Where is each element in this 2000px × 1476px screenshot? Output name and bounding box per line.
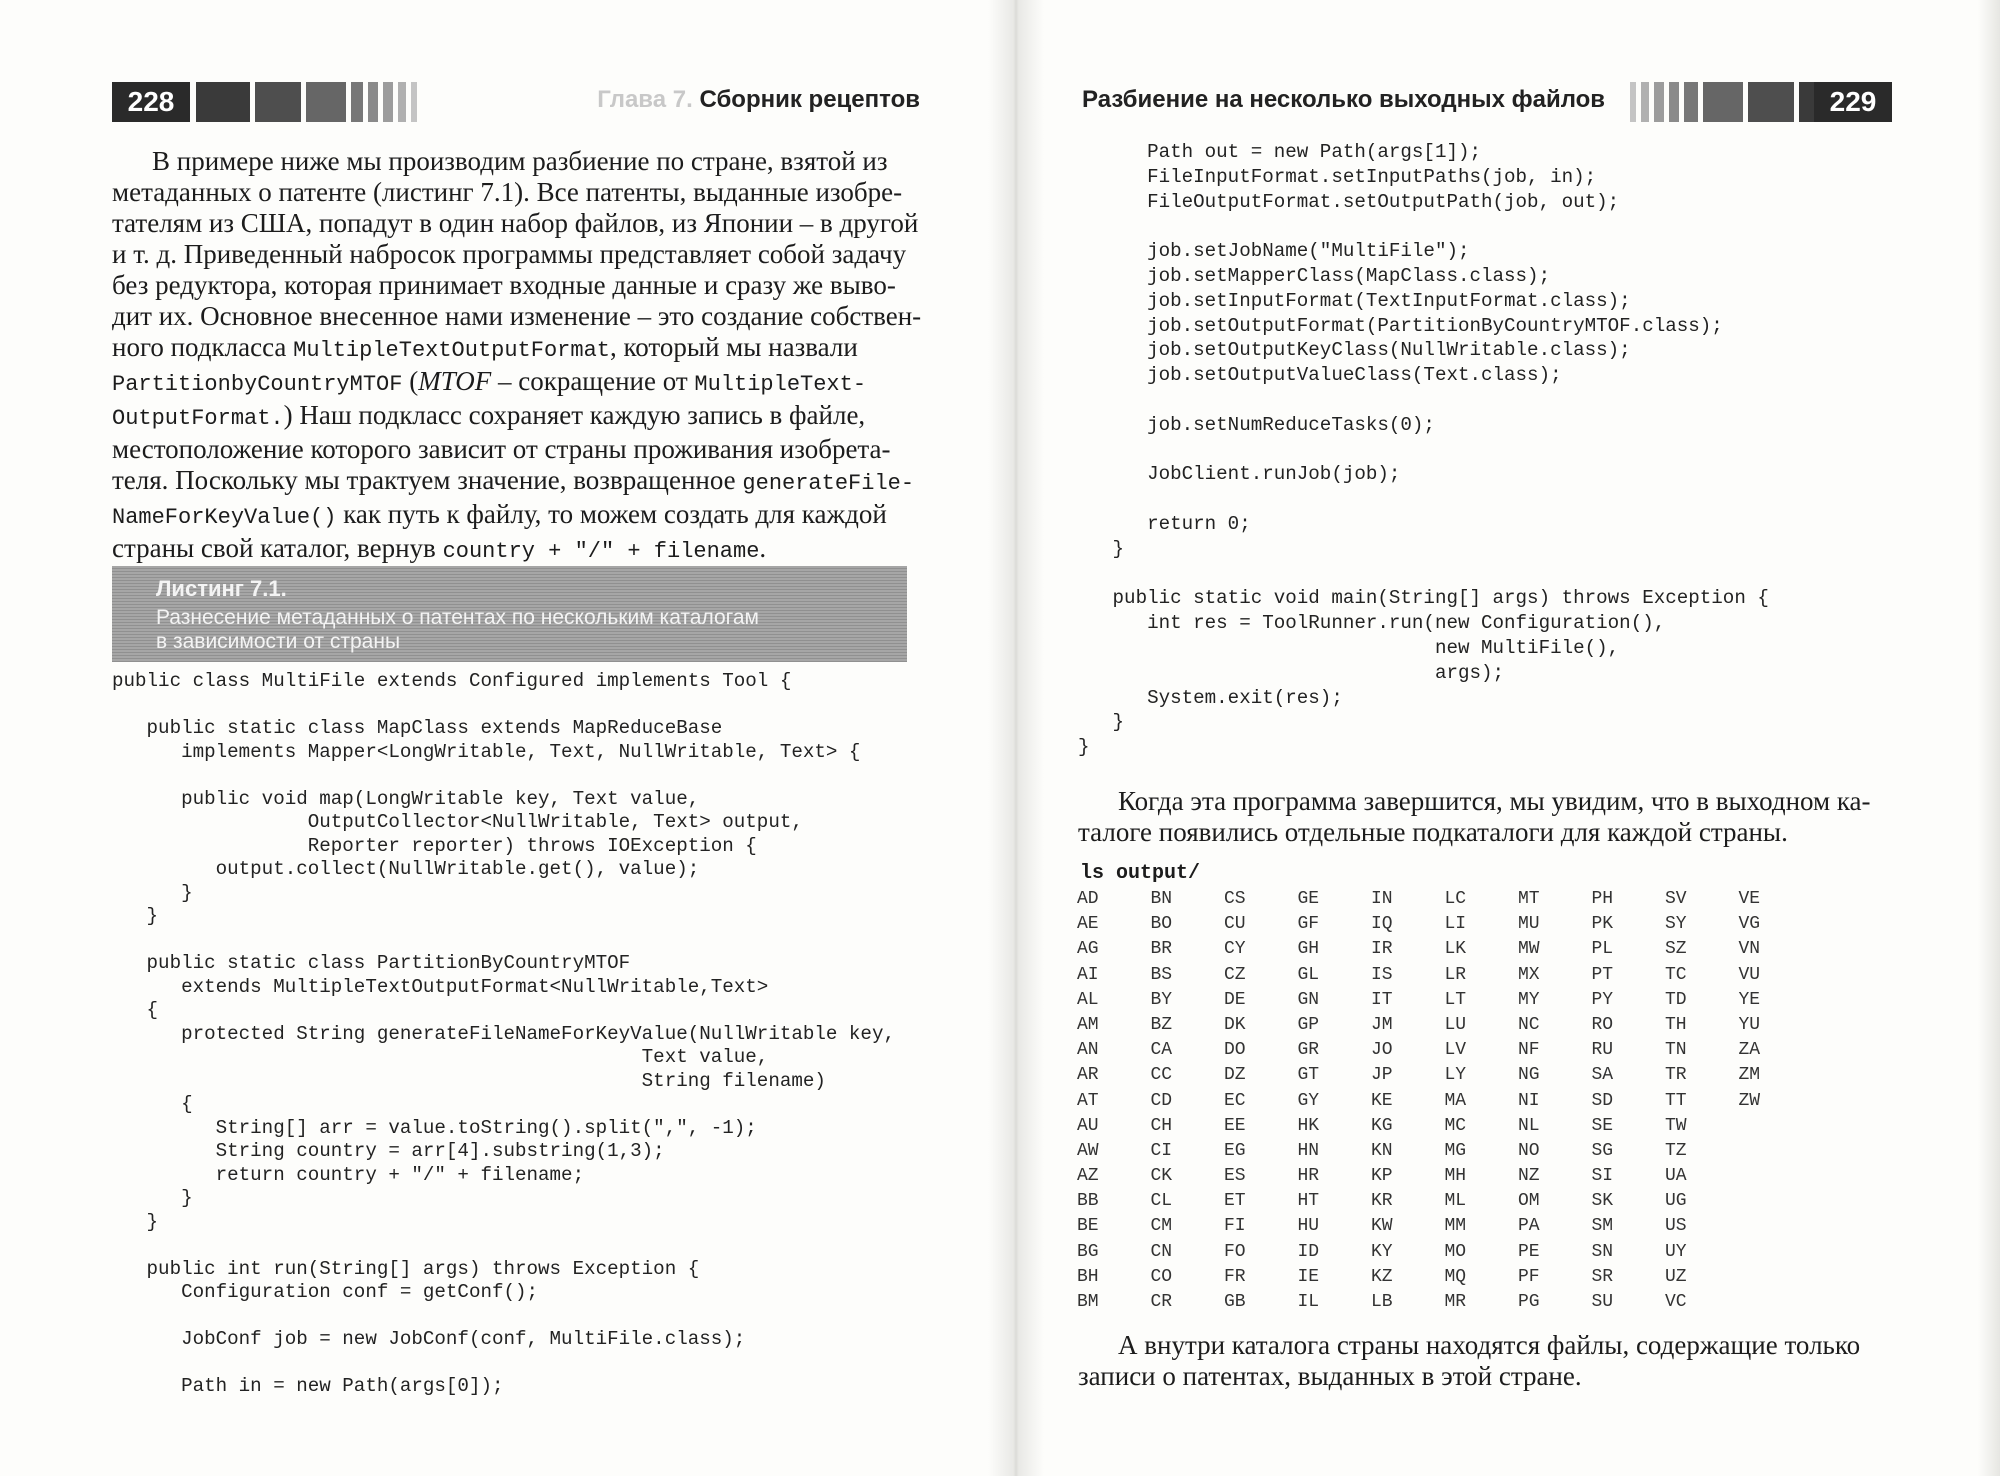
- country-directory: ZM: [1738, 1065, 1761, 1086]
- country-directory: HK: [1297, 1115, 1320, 1136]
- country-directory: LY: [1444, 1065, 1467, 1086]
- country-directory: TW: [1665, 1115, 1687, 1136]
- country-directory: CD: [1150, 1090, 1173, 1111]
- country-directory: MU: [1518, 914, 1540, 935]
- country-directory: PT: [1591, 964, 1614, 985]
- country-directory: EE: [1224, 1115, 1246, 1136]
- country-directory: TC: [1665, 964, 1687, 985]
- country-directory: BS: [1150, 964, 1173, 985]
- country-directory: SV: [1665, 889, 1687, 909]
- country-directory: BH: [1077, 1266, 1099, 1287]
- country-directory: CM: [1150, 1216, 1173, 1237]
- country-directory: HT: [1297, 1191, 1320, 1212]
- page-edge-shadow: [1978, 0, 2000, 1476]
- text-segment: .: [759, 533, 767, 563]
- country-directory: NZ: [1518, 1166, 1540, 1187]
- text-segment: ного подкласса: [112, 332, 294, 362]
- country-directory: PY: [1591, 989, 1614, 1010]
- country-directory: BY: [1150, 989, 1173, 1010]
- country-directory: PH: [1591, 889, 1614, 909]
- country-directory: LI: [1444, 914, 1467, 935]
- page-number-left: 228: [112, 82, 190, 122]
- text-line: [112, 270, 920, 301]
- country-directory: AR: [1077, 1065, 1099, 1086]
- text-line: талоге появились отдельные подкаталоги для каждой страны.: [1078, 817, 1788, 847]
- country-directory: RO: [1591, 1014, 1614, 1035]
- country-directory: TT: [1665, 1090, 1687, 1111]
- emphasis: MTOF: [418, 366, 492, 396]
- code-listing-right: Path out = new Path(args[1]); FileInputFormat.setInputPaths(job, in); FileOutputFormat.setOutputPath(job, out); job.setJobName("MultiFile"); job.setMapperClass(MapClass.class); job.setInputFormat(TextInputFormat.class); job.setOutputFormat(PartitionByCountryMTOF.class); job.setOutputKeyClass(NullWritable.class); job.setOutputValueClass(Text.class); job.setNumReduceTasks(0); JobClient.runJob(job); return 0; } public static void main(String[] args) throws Exception { int res = ToolRunner.run(new Configuration(), new MultiFile(), args); System.exit(res); } }: [1078, 141, 1769, 759]
- text-segment: дит их. Основное внесенное нами изменение – это создание собствен-: [112, 301, 922, 331]
- section-title: Разбиение на несколько выходных файлов: [1082, 86, 1606, 113]
- country-directory: DO: [1224, 1040, 1246, 1061]
- country-directory: VG: [1738, 914, 1761, 935]
- country-directory: SA: [1591, 1065, 1614, 1086]
- country-directory: MQ: [1444, 1266, 1467, 1287]
- text-segment: , который мы назвали: [609, 332, 858, 362]
- country-directory: BN: [1150, 889, 1173, 909]
- country-directory: PF: [1518, 1266, 1540, 1287]
- country-directory: MO: [1444, 1241, 1467, 1262]
- right-page-header: [1082, 82, 1892, 122]
- country-directory: UZ: [1665, 1266, 1687, 1287]
- inline-code: country + "/" + filename: [442, 539, 760, 564]
- text-line: [112, 533, 920, 567]
- country-directory: SI: [1591, 1166, 1614, 1187]
- text-line: [112, 239, 920, 270]
- country-directory: CI: [1150, 1140, 1173, 1161]
- country-directory: DZ: [1224, 1065, 1246, 1086]
- inline-code: PartitionbyCountryMTOF: [112, 372, 403, 397]
- country-directory: SZ: [1665, 939, 1687, 960]
- country-directory: SG: [1591, 1140, 1614, 1161]
- country-directory: PE: [1518, 1241, 1540, 1262]
- country-directory: BM: [1077, 1292, 1099, 1312]
- text-segment: и т. д. Приведенный набросок программы представляет собой задачу: [112, 239, 907, 269]
- country-directory: MA: [1444, 1090, 1467, 1111]
- text-line: [112, 400, 920, 434]
- header-decoration-bars: [196, 82, 417, 122]
- country-directory: KW: [1371, 1216, 1393, 1237]
- country-directory: SY: [1665, 914, 1687, 935]
- page-number-right: 229: [1814, 82, 1892, 122]
- country-directory: GR: [1297, 1040, 1320, 1061]
- ls-column: [1077, 887, 1151, 1315]
- country-directory: AN: [1077, 1040, 1099, 1061]
- country-directory: GP: [1297, 1014, 1320, 1035]
- country-directory: UA: [1665, 1166, 1687, 1187]
- text-line: Когда эта программа завершится, мы увидим, что в выходном ка-: [1118, 786, 1871, 816]
- country-directory: NL: [1518, 1115, 1540, 1136]
- ls-column: [1665, 887, 1739, 1315]
- country-directory: SE: [1591, 1115, 1614, 1136]
- country-directory: NG: [1518, 1065, 1540, 1086]
- country-directory: EC: [1224, 1090, 1246, 1111]
- country-directory: DK: [1224, 1014, 1246, 1035]
- text-line: [112, 146, 920, 177]
- country-directory: AG: [1077, 939, 1099, 960]
- country-directory: PA: [1518, 1216, 1540, 1237]
- country-directory: CS: [1224, 889, 1246, 909]
- country-directory: CL: [1150, 1191, 1173, 1212]
- text-segment: метаданных о патенте (листинг 7.1). Все патенты, выданные изобре-: [112, 177, 903, 207]
- country-directory: YE: [1738, 989, 1761, 1010]
- country-directory: ZW: [1738, 1090, 1761, 1111]
- country-directory: ID: [1297, 1241, 1320, 1262]
- country-directory: SR: [1591, 1266, 1614, 1287]
- country-directory: ZA: [1738, 1040, 1761, 1061]
- country-directory: PG: [1518, 1292, 1540, 1312]
- country-directory: SN: [1591, 1241, 1614, 1262]
- country-directory: BE: [1077, 1216, 1099, 1237]
- country-directory: ES: [1224, 1166, 1246, 1187]
- country-directory: BO: [1150, 914, 1173, 935]
- country-directory: GN: [1297, 989, 1320, 1010]
- text-line: [112, 177, 920, 208]
- country-directory: MY: [1518, 989, 1540, 1010]
- country-directory: KN: [1371, 1140, 1393, 1161]
- country-directory: HN: [1297, 1140, 1320, 1161]
- country-directory: SD: [1591, 1090, 1614, 1111]
- text-segment: теля. Поскольку мы трактуем значение, возвращенное: [112, 465, 743, 495]
- country-directory: MH: [1444, 1166, 1467, 1187]
- country-directory: MC: [1444, 1115, 1467, 1136]
- country-directory: CA: [1150, 1040, 1173, 1061]
- ls-column: [1371, 887, 1445, 1315]
- country-directory: FO: [1224, 1241, 1246, 1262]
- country-directory: KP: [1371, 1166, 1393, 1187]
- text-segment: ) Наш подкласс сохраняет каждую запись в файле,: [283, 400, 866, 430]
- ls-column: [1592, 887, 1666, 1315]
- country-directory: TN: [1665, 1040, 1687, 1061]
- country-directory: MX: [1518, 964, 1540, 985]
- country-directory: JO: [1371, 1040, 1393, 1061]
- country-directory: BZ: [1150, 1014, 1173, 1035]
- country-directory: MG: [1444, 1140, 1467, 1161]
- country-directory: GY: [1297, 1090, 1320, 1111]
- ls-column: [1151, 887, 1225, 1315]
- country-directory: KY: [1371, 1241, 1393, 1262]
- country-directory: CZ: [1224, 964, 1246, 985]
- country-directory: YU: [1738, 1014, 1761, 1035]
- country-directory: LR: [1444, 964, 1467, 985]
- country-directory: IQ: [1371, 914, 1393, 935]
- country-directory: IE: [1297, 1266, 1320, 1287]
- inline-code: MultipleText-: [694, 372, 867, 397]
- country-directory: IR: [1371, 939, 1393, 960]
- ls-column: [1739, 887, 1813, 1315]
- country-directory: VC: [1665, 1292, 1687, 1312]
- country-directory: JP: [1371, 1065, 1393, 1086]
- country-directory: LV: [1444, 1040, 1467, 1061]
- text-segment: страны свой каталог, вернув: [112, 533, 443, 563]
- inline-code: OutputFormat.: [112, 406, 284, 431]
- country-directory: NC: [1518, 1014, 1540, 1035]
- country-directory: AM: [1077, 1014, 1099, 1035]
- country-directory: AU: [1077, 1115, 1099, 1136]
- country-directory: CY: [1224, 939, 1246, 960]
- text-line: [112, 301, 920, 332]
- country-directory: GT: [1297, 1065, 1320, 1086]
- ls-column: [1298, 887, 1372, 1315]
- country-directory: CO: [1150, 1266, 1173, 1287]
- country-directory: SM: [1591, 1216, 1614, 1237]
- listing-caption-line: в зависимости от страны: [156, 630, 401, 653]
- listing-caption-box: [112, 566, 907, 662]
- country-directory: HR: [1297, 1166, 1320, 1187]
- book-gutter: [988, 0, 1044, 1476]
- country-directory: UY: [1665, 1241, 1687, 1262]
- inline-code: NameForKeyValue(): [112, 505, 337, 530]
- text-segment: – сокращение от: [491, 366, 695, 396]
- text-segment: В примере ниже мы производим разбиение по стране, взятой из: [152, 146, 888, 176]
- country-directory: AT: [1077, 1090, 1099, 1111]
- country-directory: VE: [1738, 889, 1761, 909]
- text-line: [112, 465, 920, 499]
- country-directory: US: [1665, 1216, 1687, 1237]
- code-listing-left: public class MultiFile extends Configured implements Tool { public static class MapClass extends MapReduceBase implements Mapper<LongWritable, Text, NullWritable, Text> { public void map(LongWritable key, Text value, OutputCollector<NullWritable, Text> output, Reporter reporter) throws IOException { output.collect(NullWritable.get(), value); } } public static class PartitionByCountryMTOF extends MultipleTextOutputFormat<NullWritable,Text> { protected String generateFileNameForKeyValue(NullWritable key, Text value, String filename) { String[] arr = value.toString().split(",", -1); String country = arr[4].substring(1,3); return country + "/" + filename; } } public int run(String[] args) throws Exception { Configuration conf = getConf(); JobConf job = new JobConf(conf, MultiFile.class); Path in = new Path(args[0]);: [112, 670, 895, 1397]
- ls-intro-paragraph: [1078, 786, 1890, 848]
- country-directory: LU: [1444, 1014, 1467, 1035]
- country-directory: IL: [1297, 1292, 1320, 1312]
- country-directory: AW: [1077, 1140, 1099, 1161]
- country-directory: TD: [1665, 989, 1687, 1010]
- closing-paragraph: [1078, 1330, 1890, 1392]
- country-directory: KZ: [1371, 1266, 1393, 1287]
- country-directory: NO: [1518, 1140, 1540, 1161]
- country-directory: ET: [1224, 1191, 1246, 1212]
- intro-paragraph: [112, 146, 920, 567]
- text-line: [112, 366, 920, 400]
- country-directory: MW: [1518, 939, 1540, 960]
- country-directory: GE: [1297, 889, 1320, 909]
- country-directory: VN: [1738, 939, 1761, 960]
- country-directory: LT: [1444, 989, 1467, 1010]
- country-directory: OM: [1518, 1191, 1540, 1212]
- text-line: [112, 332, 920, 366]
- country-directory: NI: [1518, 1090, 1540, 1111]
- country-directory: CK: [1150, 1166, 1173, 1187]
- country-directory: AI: [1077, 964, 1099, 985]
- country-directory: PK: [1591, 914, 1614, 935]
- country-directory: LB: [1371, 1292, 1393, 1312]
- country-directory: CU: [1224, 914, 1246, 935]
- country-directory: KE: [1371, 1090, 1393, 1111]
- country-directory: GH: [1297, 939, 1320, 960]
- text-line: А внутри каталога страны находятся файлы, содержащие только: [1118, 1330, 1861, 1360]
- country-directory: RU: [1591, 1040, 1614, 1061]
- country-directory: NF: [1518, 1040, 1540, 1061]
- country-directory: CC: [1150, 1065, 1173, 1086]
- country-directory: BB: [1077, 1191, 1099, 1212]
- country-directory: CR: [1150, 1292, 1173, 1312]
- country-directory: FI: [1224, 1216, 1246, 1237]
- text-line: [112, 434, 920, 465]
- country-directory-listing: [1077, 887, 1812, 1315]
- country-directory: JM: [1371, 1014, 1393, 1035]
- ls-command: ls output/: [1080, 862, 1201, 885]
- country-directory: TR: [1665, 1065, 1687, 1086]
- country-directory: GL: [1297, 964, 1320, 985]
- chapter-title: Сборник рецептов: [699, 86, 920, 113]
- country-directory: KR: [1371, 1191, 1393, 1212]
- text-segment: (: [402, 366, 419, 396]
- country-directory: TZ: [1665, 1140, 1687, 1161]
- listing-caption-line: Разнесение метаданных о патентах по нескольким каталогам: [156, 606, 759, 629]
- country-directory: AD: [1077, 889, 1099, 909]
- country-directory: CH: [1150, 1115, 1173, 1136]
- inline-code: MultipleTextOutputFormat: [293, 338, 610, 363]
- text-segment: местоположение которого зависит от страны проживания изобрета-: [112, 434, 891, 464]
- text-line: [112, 208, 920, 239]
- country-directory: BG: [1077, 1241, 1099, 1262]
- country-directory: SU: [1591, 1292, 1614, 1312]
- country-directory: FR: [1224, 1266, 1246, 1287]
- country-directory: VU: [1738, 964, 1761, 985]
- text-line: записи о патентах, выданных в этой стране.: [1078, 1361, 1582, 1391]
- ls-column: [1445, 887, 1519, 1315]
- ls-column: [1518, 887, 1592, 1315]
- text-segment: тателям из США, попадут в один набор файлов, из Японии – в другой: [112, 208, 919, 238]
- listing-caption: [156, 606, 759, 654]
- country-directory: GB: [1224, 1292, 1246, 1312]
- country-directory: AE: [1077, 914, 1099, 935]
- country-directory: MM: [1444, 1216, 1467, 1237]
- text-line: [112, 499, 920, 533]
- country-directory: MR: [1444, 1292, 1467, 1312]
- country-directory: LC: [1444, 889, 1467, 909]
- chapter-prefix: Глава 7.: [597, 86, 693, 113]
- country-directory: ML: [1444, 1191, 1467, 1212]
- ls-column: [1224, 887, 1298, 1315]
- listing-label: Листинг 7.1.: [156, 576, 287, 601]
- country-directory: AZ: [1077, 1166, 1099, 1187]
- country-directory: LK: [1444, 939, 1467, 960]
- country-directory: HU: [1297, 1216, 1320, 1237]
- country-directory: IS: [1371, 964, 1393, 985]
- country-directory: GF: [1297, 914, 1320, 935]
- text-segment: без редуктора, которая принимает входные данные и сразу же выво-: [112, 270, 896, 300]
- country-directory: DE: [1224, 989, 1246, 1010]
- inline-code: generateFile-: [742, 471, 915, 496]
- chapter-heading: [597, 86, 920, 114]
- text-segment: как путь к файлу, то можем создать для каждой: [336, 499, 887, 529]
- country-directory: IN: [1371, 889, 1393, 909]
- country-directory: PL: [1591, 939, 1614, 960]
- country-directory: AL: [1077, 989, 1099, 1010]
- country-directory: IT: [1371, 989, 1393, 1010]
- country-directory: KG: [1371, 1115, 1393, 1136]
- country-directory: MT: [1518, 889, 1540, 909]
- country-directory: SK: [1591, 1191, 1614, 1212]
- country-directory: CN: [1150, 1241, 1173, 1262]
- country-directory: BR: [1150, 939, 1173, 960]
- left-page-header: [112, 82, 920, 122]
- country-directory: UG: [1665, 1191, 1687, 1212]
- country-directory: EG: [1224, 1140, 1246, 1161]
- country-directory: TH: [1665, 1014, 1687, 1035]
